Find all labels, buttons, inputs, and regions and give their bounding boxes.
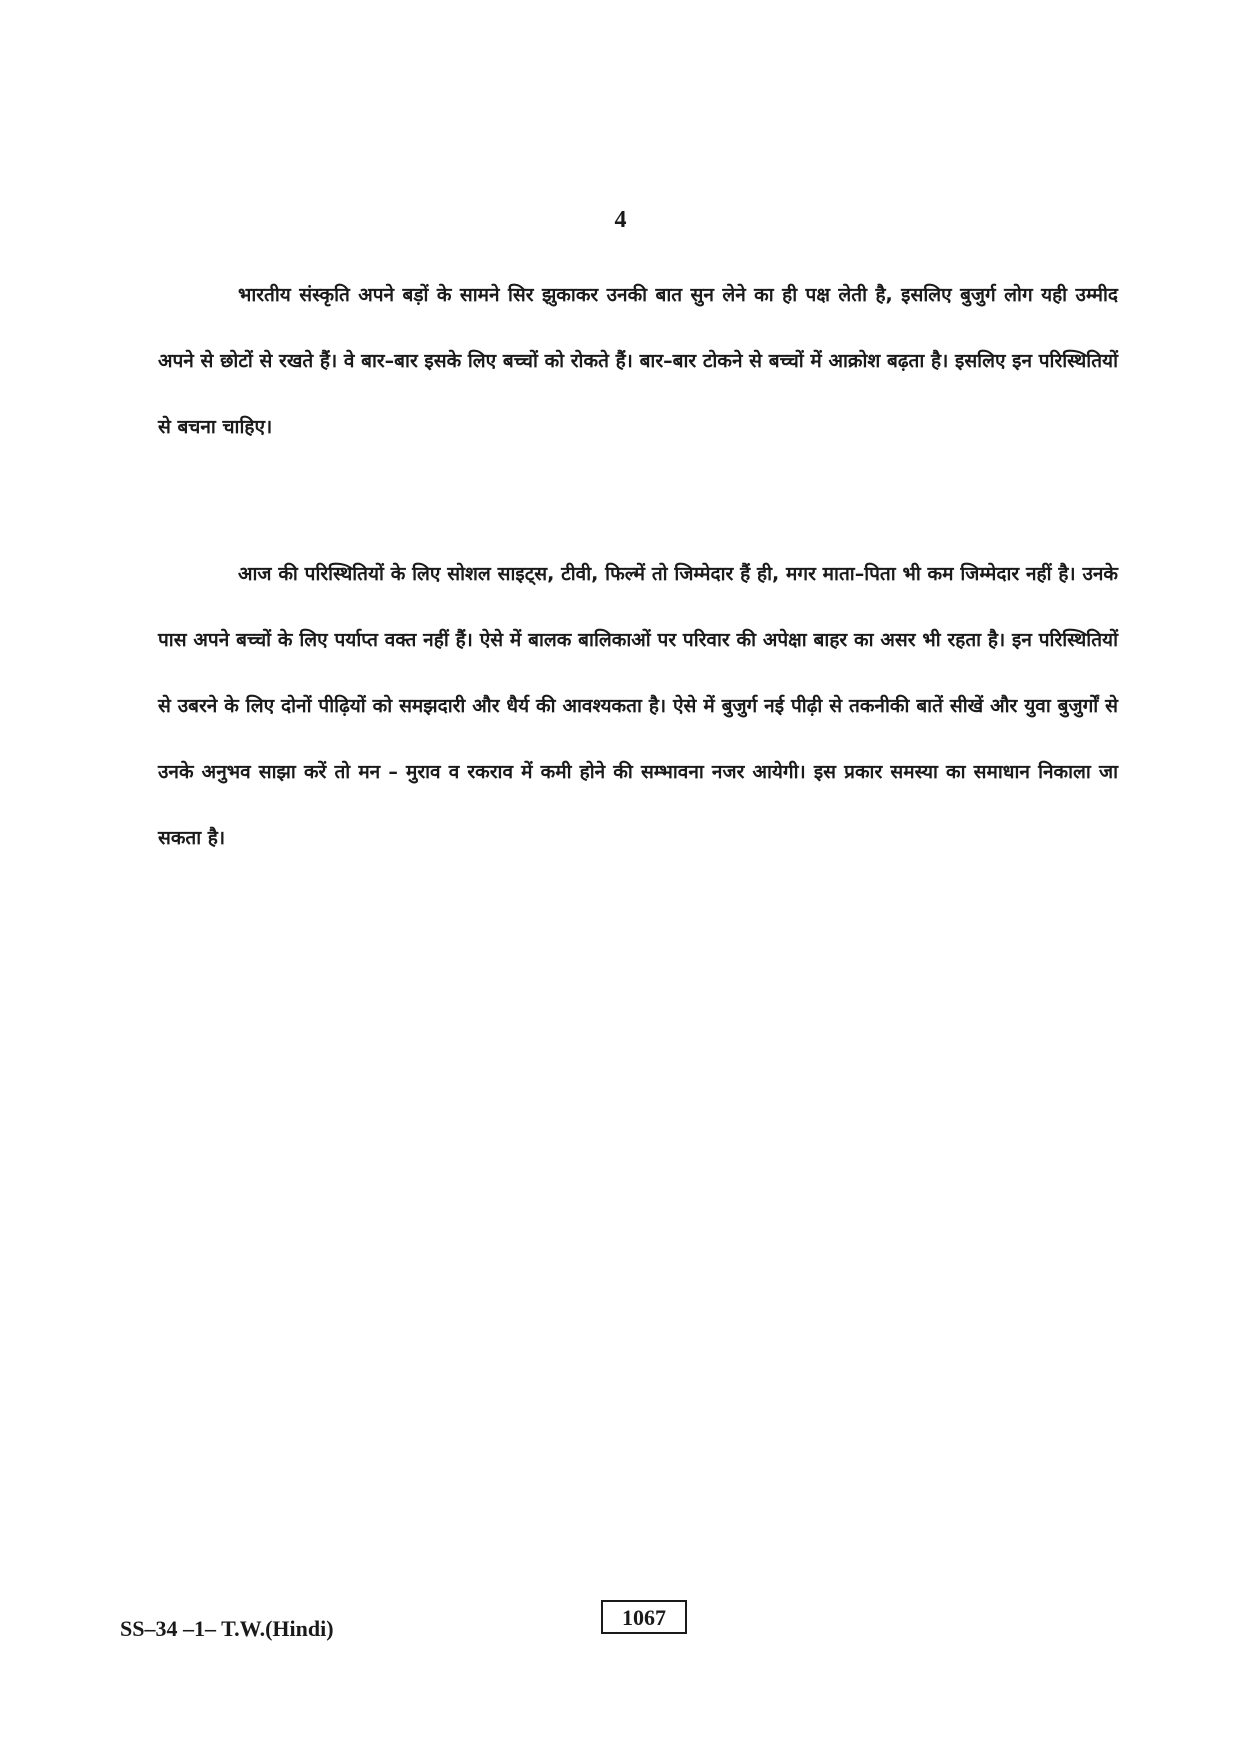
footer-paper-code: SS–34 –1– T.W.(Hindi): [120, 1616, 334, 1641]
paragraph-1: भारतीय संस्कृति अपने बड़ों के सामने सिर झुकाकर उनकी बात सुन लेने का ही पक्ष लेती है, इसलिए बुजुर्ग लोग यही उम्मीद अपने से छोटों से रखते हैं। वे बार–बार इसके लिए बच्चों को रोकते हैं। बार–बार टोकने से बच्चों में आक्रोश बढ़ता है। इसलिए इन परिस्थितियों से बचना चाहिए।: [158, 284, 1118, 438]
page-number: 4: [614, 207, 627, 233]
paragraph-2: आज की परिस्थितियों के लिए सोशल साइट्स, टीवी, फिल्में तो जिम्मेदार हैं ही, मगर माता–पिता भी कम जिम्मेदार नहीं है। उनके पास अपने बच्चों के लिए पर्याप्त वक्त नहीं हैं। ऐसे में बालक बालिकाओं पर परिवार की अपेक्षा बाहर का असर भी रहता है। इन परिस्थितियों से उबरने के लिए दोनों पीढ़ियों को समझदारी और धैर्य की आवश्यकता है। ऐसे में बुजुर्ग नई पीढ़ी से तकनीकी बातें सीखें और युवा बुजुर्गों से उनके अनुभव साझा करें तो मन – मुराव व रकराव में कमी होने की सम्भावना नजर आयेगी। इस प्रकार समस्या का समाधान निकाला जा सकता है।: [158, 563, 1118, 849]
footer-boxed-number: 1067: [601, 1600, 687, 1634]
